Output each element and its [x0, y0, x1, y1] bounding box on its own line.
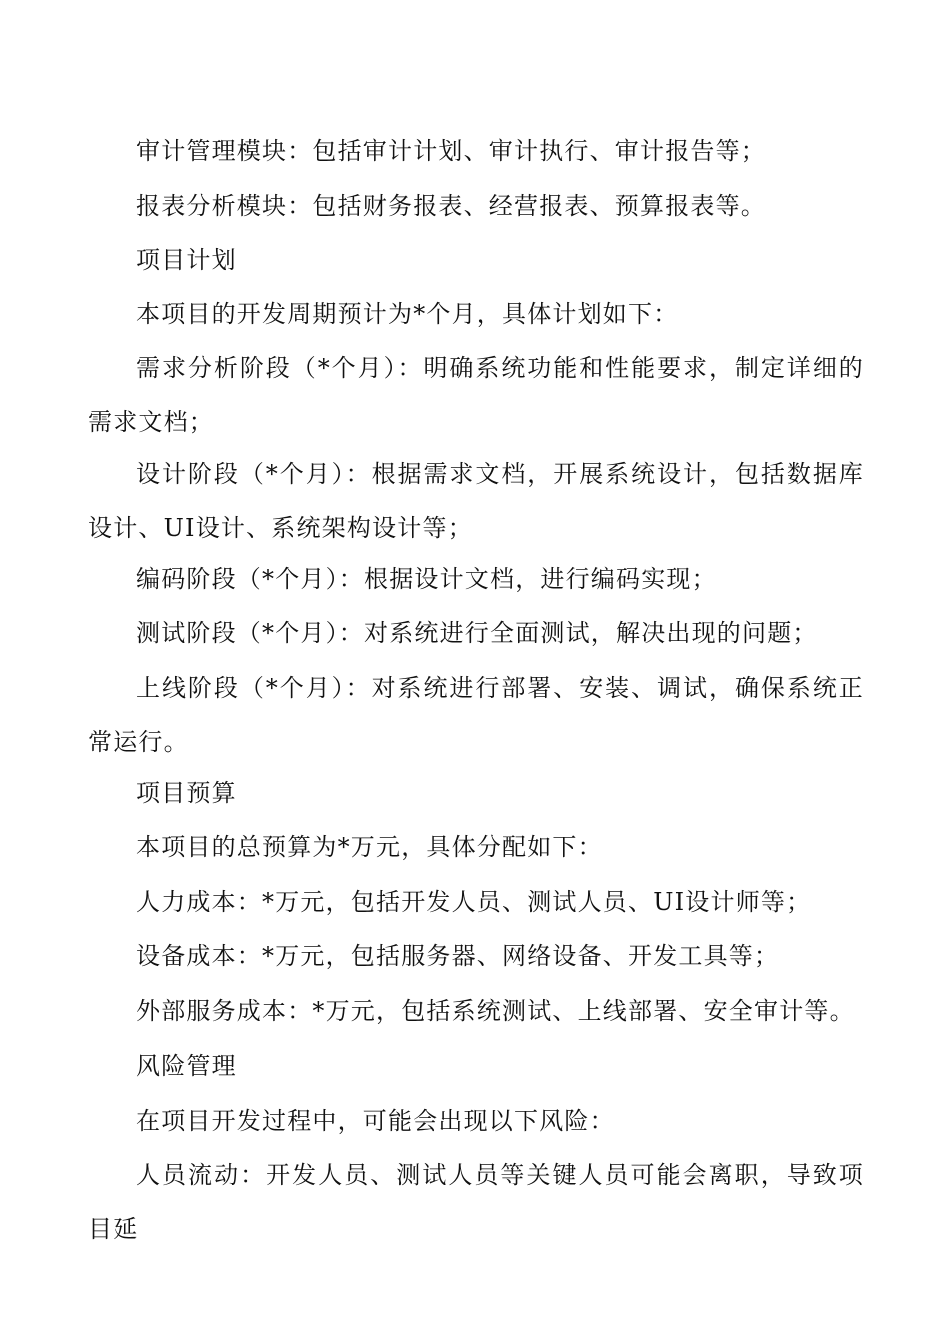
heading-project-budget: 项目预算 [136, 779, 237, 807]
paragraph-requirements-phase: 需求分析阶段（*个月）：明确系统功能和性能要求，制定详细的需求文档； [88, 354, 864, 436]
paragraph-design-phase: 设计阶段（*个月）：根据需求文档，开展系统设计，包括数据库设计、UI设计、系统架构设计等； [88, 460, 864, 542]
paragraph-report-module: 报表分析模块：包括财务报表、经营报表、预算报表等。 [136, 192, 766, 220]
paragraph-audit-module: 审计管理模块：包括审计计划、审计执行、审计报告等； [136, 137, 766, 165]
paragraph-equipment-cost: 设备成本：*万元，包括服务器、网络设备、开发工具等； [136, 942, 780, 970]
paragraph-risk-intro: 在项目开发过程中，可能会出现以下风险： [136, 1107, 615, 1135]
paragraph-coding-phase: 编码阶段（*个月）：根据设计文档，进行编码实现； [136, 565, 717, 593]
heading-risk-management: 风险管理 [136, 1052, 237, 1080]
paragraph-labor-cost: 人力成本：*万元，包括开发人员、测试人员、UI设计师等； [136, 888, 812, 916]
paragraph-budget-intro: 本项目的总预算为*万元，具体分配如下： [136, 833, 603, 861]
heading-project-plan: 项目计划 [136, 246, 237, 274]
paragraph-external-service-cost: 外部服务成本：*万元，包括系统测试、上线部署、安全审计等。 [136, 997, 855, 1025]
paragraph-launch-phase: 上线阶段（*个月）：对系统进行部署、安装、调试，确保系统正常运行。 [88, 674, 864, 756]
paragraph-plan-intro: 本项目的开发周期预计为*个月，具体计划如下： [136, 300, 679, 328]
paragraph-testing-phase: 测试阶段（*个月）：对系统进行全面测试，解决出现的问题； [136, 619, 818, 647]
paragraph-personnel-risk: 人员流动：开发人员、测试人员等关键人员可能会离职，导致项目延 [88, 1161, 864, 1243]
